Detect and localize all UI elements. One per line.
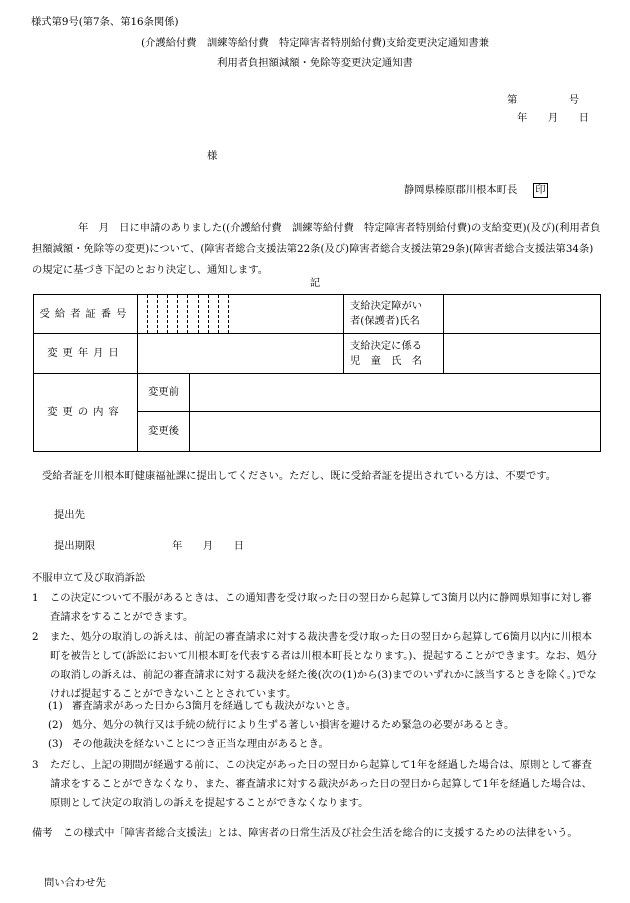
appeal-subitem-text: 処分、処分の執行又は手続の続行により生ずる著しい損害を避けるため緊急の必要があるとき。 (72, 719, 515, 731)
destination-label: 提出先 (54, 509, 85, 521)
digit-box (199, 295, 209, 333)
digit-box (229, 295, 238, 333)
issue-date: 年 月 日 (517, 112, 590, 124)
intro-paragraph: 年 月 日に申請のありました((介護給付費 訓練等給付費 特定障害者特別給付費)の支給変更)(及び)(利用者負担額減額・免除等の変更)について、(障害者総合支援法第22条(及び)障害者総合支援法第29条)(障害者総合支援法第34条)の規定に基づき下記のとおり決定し、通知します。 (32, 222, 601, 276)
appeal-heading: 不服申立て及び取消訴訟 (32, 572, 146, 584)
remarks (32, 824, 630, 843)
digit-box (148, 295, 158, 333)
title-line-1: (介護給付費 訓練等給付費 特定障害者特別給付費)支給変更決定通知書兼 (141, 37, 489, 49)
appeal-item-1 (32, 589, 602, 627)
appeal-item-text: この決定について不服があるときは、この通知書を受け取った日の翌日から起算して3箇月以内に静岡県知事に対し審査請求をすることができます。 (50, 592, 592, 623)
appeal-item-2 (32, 628, 602, 704)
child-name-label (344, 334, 444, 374)
appeal-item-number: 1 (32, 592, 39, 604)
decision-table (33, 294, 601, 452)
appeal-subitem-number: (2) (48, 719, 63, 731)
child-name-value (444, 334, 601, 374)
appeal-item-number: 3 (32, 759, 39, 771)
change-date-value (138, 334, 344, 374)
digit-box (219, 295, 229, 333)
before-value (190, 374, 601, 412)
deadline-label: 提出期限 (54, 540, 96, 552)
issuer-line (404, 182, 548, 198)
digit-box (158, 295, 168, 333)
digit-box (178, 295, 188, 333)
before-label: 変更前 (138, 374, 190, 412)
digit-box (188, 295, 198, 333)
target-name-label (344, 295, 444, 334)
digit-box (138, 295, 148, 333)
document-number: 第 号 (507, 94, 580, 106)
target-name-value (444, 295, 601, 334)
appeal-subitem-3 (48, 736, 329, 752)
change-content-label: 変更の内容 (34, 374, 138, 452)
recipient-number-label: 受給者証番号 (34, 295, 138, 334)
title-line-2: 利用者負担額減額・免除等変更決定通知書 (217, 57, 413, 69)
appeal-subitem-number: (1) (48, 700, 63, 712)
recipient-number-boxes (138, 295, 344, 334)
submission-note: 受給者証を川根本町健康福祉課に提出してください。ただし、既に受給者証を提出されている方は、不要です。 (42, 470, 557, 482)
contact-label: 問い合わせ先 (44, 877, 106, 889)
remarks-label: 備考 (32, 827, 53, 839)
child-name-label-line2: 児 童 氏 名 (350, 354, 423, 367)
after-label: 変更後 (138, 412, 190, 452)
change-date-label: 変更年月日 (34, 334, 138, 374)
appeal-subitem-number: (3) (48, 738, 63, 750)
appeal-subitem-2 (48, 717, 514, 733)
remarks-text: この様式中「障害者総合支援法」とは、障害者の日常生活及び社会生活を総合的に支援するための法律をいう。 (62, 827, 578, 839)
target-name-label-line1: 支給決定障がい (350, 300, 423, 313)
child-name-label-line1: 支給決定に係る (350, 339, 423, 352)
deadline-date: 年 月 日 (172, 540, 245, 552)
appeal-item-number: 2 (32, 631, 39, 643)
ki-heading: 記 (309, 277, 321, 289)
appeal-subitem-text: その他裁決を経ないことにつき正当な理由があるとき。 (72, 738, 329, 750)
appeal-item-3 (32, 756, 602, 813)
after-value (190, 412, 601, 452)
appeal-subitem-1 (48, 698, 356, 714)
seal-mark: 印 (535, 184, 546, 196)
appeal-subitem-text: 審査請求があった日から3箇月を経過しても裁決がないとき。 (72, 700, 357, 712)
target-name-label-line2: 者(保護者)氏名 (350, 315, 420, 327)
appeal-item-text: また、処分の取消しの訴えは、前記の審査請求に対する裁決書を受け取った日の翌日から起算して6箇月以内に川根本町を被告として(訴訟において川根本町を代表する者は川根本町長となります。)、提起することができます。なお、処分の取消しの訴えは、前記の審査請求に対する裁決を経た後(次の(1)から(3)までのいずれかに該当するときを除く。)でなければ提起することができないこととされています。 (50, 631, 597, 700)
addressee-suffix: 様 (207, 150, 218, 162)
digit-box (168, 295, 178, 333)
form-number: 様式第9号(第7条、第16条関係) (31, 16, 179, 28)
issuer-name: 静岡県榛原郡川根本町長 (404, 184, 518, 196)
digit-box (209, 295, 219, 333)
appeal-item-text: ただし、上記の期間が経過する前に、この決定があった日の翌日から起算して1年を経過した場合は、原則として審査請求をすることができなくなり、また、審査請求に対する裁決があった日の翌日から起算して1年を経過した場合は、原則として決定の取消しの訴えを提起することができなくなります。 (50, 759, 592, 809)
